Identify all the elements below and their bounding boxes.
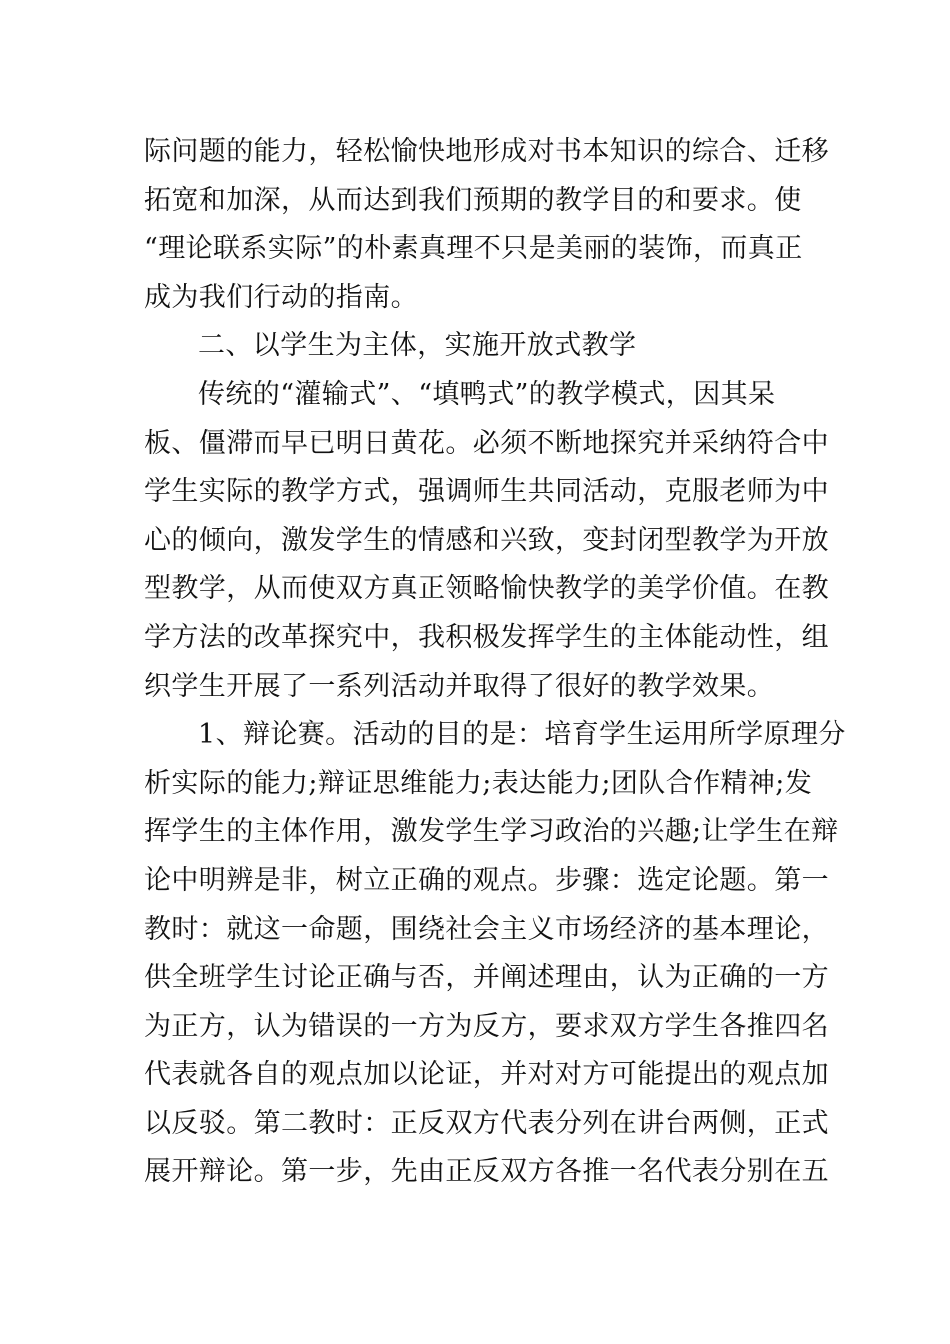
text-line: “理论联系实际”的朴素真理不只是美丽的装饰，而真正 [144, 233, 803, 265]
text-line: 学生实际的教学方式，强调师生共同活动，克服老师为中 [144, 476, 829, 508]
text-line: 传统的“灌输式”、“填鸭式”的教学模式，因其呆 [198, 378, 776, 410]
text-line: 型教学，从而使双方真正领略愉快教学的美学价值。在教 [144, 573, 829, 605]
text-line: 论中明辨是非，树立正确的观点。步骤：选定论题。第一 [144, 864, 829, 896]
text-line: 以反驳。第二教时：正反双方代表分列在讲台两侧，正式 [144, 1107, 829, 1139]
text-line: 际问题的能力，轻松愉快地形成对书本知识的综合、迁移 [144, 136, 829, 167]
text-line: 拓宽和加深，从而达到我们预期的教学目的和要求。使 [144, 184, 802, 216]
text-line: 织学生开展了一系列活动并取得了很好的教学效果。 [144, 670, 775, 702]
text-line: 二、以学生为主体，实施开放式教学 [198, 330, 637, 362]
text-line: 析实际的能力;辩证思维能力;表达能力;团队合作精神;发 [144, 767, 813, 799]
text-line: 成为我们行动的指南。 [144, 281, 418, 313]
text-line: 板、僵滞而早已明日黄花。必须不断地探究并采纳符合中 [144, 427, 829, 459]
text-line: 挥学生的主体作用，激发学生学习政治的兴趣;让学生在辩 [144, 816, 839, 848]
text-line: 教时：就这一命题，围绕社会主义市场经济的基本理论， [144, 913, 829, 945]
text-line: 为正方，认为错误的一方为反方，要求双方学生各推四名 [144, 1010, 829, 1042]
text-line: 学方法的改革探究中，我积极发挥学生的主体能动性，组 [144, 621, 829, 653]
body-text [144, 128, 846, 1197]
text-line: 1、辩论赛。活动的目的是：培育学生运用所学原理分 [198, 719, 846, 751]
text-line: 心的倾向，激发学生的情感和兴致，变封闭型教学为开放 [144, 524, 829, 556]
text-line: 代表就各自的观点加以论证，并对对方可能提出的观点加 [144, 1059, 829, 1091]
text-line: 供全班学生讨论正确与否，并阐述理由，认为正确的一方 [144, 962, 829, 994]
text-line: 展开辩论。第一步，先由正反双方各推一名代表分别在五 [144, 1156, 829, 1188]
